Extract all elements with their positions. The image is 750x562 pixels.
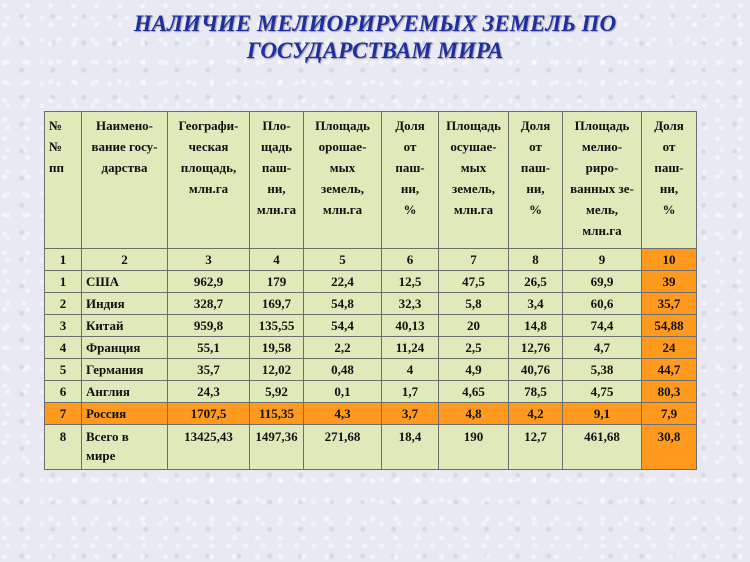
- column-number-row: [45, 249, 697, 271]
- table-cell: 35,7: [168, 359, 250, 381]
- column-header-line: ческая: [188, 139, 229, 154]
- column-header-line: ни,: [400, 181, 420, 196]
- cell-line: Всего в: [86, 429, 129, 444]
- table-cell: 35,7: [642, 293, 697, 315]
- column-header: [439, 112, 509, 249]
- column-number: 5: [304, 249, 382, 271]
- column-header-line: %: [662, 202, 676, 217]
- column-header: [250, 112, 304, 249]
- column-header-line: пп: [49, 160, 64, 175]
- table-cell: 60,6: [563, 293, 642, 315]
- column-header-line: мых: [460, 160, 487, 175]
- column-header-line: щадь: [261, 139, 292, 154]
- column-header-line: ни,: [526, 181, 545, 196]
- country-name-cell: Россия: [82, 403, 168, 425]
- table-cell: 271,68: [304, 425, 382, 470]
- column-header-line: Площадь: [315, 118, 370, 133]
- table-cell: 18,4: [382, 425, 439, 470]
- column-header-line: Площадь: [574, 118, 630, 133]
- table-cell: 4,75: [563, 381, 642, 403]
- column-header-line: от: [403, 139, 417, 154]
- table-cell: 47,5: [439, 271, 509, 293]
- table-cell: 461,68: [563, 425, 642, 470]
- column-header-line: %: [529, 202, 542, 217]
- table-cell: 7: [45, 403, 82, 425]
- table-cell: 12,7: [509, 425, 563, 470]
- table-cell: 3,7: [382, 403, 439, 425]
- column-header: [563, 112, 642, 249]
- column-header-line: Наимено-: [95, 118, 154, 133]
- column-header: [509, 112, 563, 249]
- country-name-cell: [82, 425, 168, 470]
- column-header-line: земель,: [320, 181, 365, 196]
- table-row: [45, 403, 697, 425]
- page-title: [0, 10, 750, 64]
- column-number: 4: [250, 249, 304, 271]
- table-cell: 69,9: [563, 271, 642, 293]
- table-cell: 962,9: [168, 271, 250, 293]
- table-cell: 44,7: [642, 359, 697, 381]
- column-header: [45, 112, 82, 249]
- table-cell: 20: [439, 315, 509, 337]
- column-header-line: мых: [329, 160, 356, 175]
- table-cell: 4,7: [563, 337, 642, 359]
- table-cell: 6: [45, 381, 82, 403]
- table-cell: 4,8: [439, 403, 509, 425]
- table-cell: 74,4: [563, 315, 642, 337]
- table-cell: 54,8: [304, 293, 382, 315]
- table-cell: 11,24: [382, 337, 439, 359]
- table-cell: 4,3: [304, 403, 382, 425]
- column-header-line: паш-: [654, 160, 684, 175]
- country-name-cell: Китай: [82, 315, 168, 337]
- table-cell: 135,55: [250, 315, 304, 337]
- country-name-cell: Франция: [82, 337, 168, 359]
- table-cell: 24: [642, 337, 697, 359]
- column-header-line: земель,: [451, 181, 496, 196]
- table-cell: 1707,5: [168, 403, 250, 425]
- column-header-line: %: [403, 202, 417, 217]
- table-cell: 8: [45, 425, 82, 470]
- column-header-line: вание госу-: [91, 139, 158, 154]
- table-cell: 39: [642, 271, 697, 293]
- column-number: 1: [45, 249, 82, 271]
- table-cell: 115,35: [250, 403, 304, 425]
- table-cell: 32,3: [382, 293, 439, 315]
- column-header-line: млн.га: [322, 202, 363, 217]
- column-header-line: осушае-: [450, 139, 497, 154]
- column-header-line: Географи-: [178, 118, 239, 133]
- column-header-line: ванных зе-: [570, 181, 634, 196]
- column-header: [642, 112, 697, 249]
- column-header-line: мелио-: [581, 139, 623, 154]
- header-row: [45, 112, 697, 249]
- table-cell: 4: [382, 359, 439, 381]
- country-name-cell: США: [82, 271, 168, 293]
- table-cell: 4,65: [439, 381, 509, 403]
- table-cell: 328,7: [168, 293, 250, 315]
- table-cell: 1497,36: [250, 425, 304, 470]
- cell-line: мире: [86, 448, 116, 463]
- country-name-cell: Германия: [82, 359, 168, 381]
- title-line-2: ГОСУДАРСТВАМ МИРА: [246, 38, 504, 63]
- column-header-line: Доля: [395, 118, 425, 133]
- column-header-line: от: [529, 139, 542, 154]
- table-cell: 4,9: [439, 359, 509, 381]
- column-header-line: млн.га: [188, 181, 229, 196]
- country-name-cell: Англия: [82, 381, 168, 403]
- table-row: [45, 293, 697, 315]
- table-body: [45, 112, 697, 470]
- table-cell: 0,1: [304, 381, 382, 403]
- column-number: 3: [168, 249, 250, 271]
- column-header-line: от: [662, 139, 676, 154]
- table-cell: 54,4: [304, 315, 382, 337]
- table-cell: 40,13: [382, 315, 439, 337]
- table-cell: 5,8: [439, 293, 509, 315]
- table-cell: 3,4: [509, 293, 563, 315]
- table-row: [45, 359, 697, 381]
- column-header-line: паш-: [520, 160, 551, 175]
- column-header-line: паш-: [395, 160, 425, 175]
- column-header-line: №: [49, 118, 63, 133]
- column-number: 9: [563, 249, 642, 271]
- land-reclamation-table: [44, 111, 697, 470]
- table-cell: 2,2: [304, 337, 382, 359]
- table-cell: 40,76: [509, 359, 563, 381]
- table-cell: 54,88: [642, 315, 697, 337]
- table-cell: 30,8: [642, 425, 697, 470]
- column-header-line: орошае-: [318, 139, 367, 154]
- table-cell: 24,3: [168, 381, 250, 403]
- table-cell: 190: [439, 425, 509, 470]
- column-number: 7: [439, 249, 509, 271]
- table-cell: 179: [250, 271, 304, 293]
- table-cell: 12,02: [250, 359, 304, 381]
- table-cell: 2: [45, 293, 82, 315]
- table-row: [45, 425, 697, 470]
- column-number: 2: [82, 249, 168, 271]
- column-header-line: паш-: [261, 160, 292, 175]
- column-header-line: млн.га: [256, 202, 297, 217]
- table-cell: 169,7: [250, 293, 304, 315]
- column-header-line: площадь,: [180, 160, 237, 175]
- column-header-line: млн.га: [582, 223, 622, 238]
- table-cell: 959,8: [168, 315, 250, 337]
- table-cell: 5,38: [563, 359, 642, 381]
- table-row: [45, 337, 697, 359]
- table-cell: 4,2: [509, 403, 563, 425]
- table-cell: 80,3: [642, 381, 697, 403]
- column-header-line: Площадь: [446, 118, 501, 133]
- table-row: [45, 271, 697, 293]
- title-line-1: НАЛИЧИЕ МЕЛИОРИРУЕМЫХ ЗЕМЕЛЬ ПО: [133, 11, 617, 36]
- column-number: 6: [382, 249, 439, 271]
- column-header: [304, 112, 382, 249]
- table-cell: 2,5: [439, 337, 509, 359]
- table-cell: 22,4: [304, 271, 382, 293]
- table-cell: 55,1: [168, 337, 250, 359]
- column-header-line: Доля: [520, 118, 551, 133]
- table-cell: 1,7: [382, 381, 439, 403]
- column-number: 10: [642, 249, 697, 271]
- table-cell: 78,5: [509, 381, 563, 403]
- column-header-line: ни,: [659, 181, 679, 196]
- column-header-line: млн.га: [453, 202, 494, 217]
- column-header-line: Пло-: [262, 118, 291, 133]
- column-number: 8: [509, 249, 563, 271]
- column-header-line: Доля: [654, 118, 684, 133]
- table-cell: 12,76: [509, 337, 563, 359]
- table-row: [45, 381, 697, 403]
- table-cell: 0,48: [304, 359, 382, 381]
- column-header: [382, 112, 439, 249]
- table-row: [45, 315, 697, 337]
- table-cell: 19,58: [250, 337, 304, 359]
- column-header: [168, 112, 250, 249]
- country-name-cell: Индия: [82, 293, 168, 315]
- table-cell: 26,5: [509, 271, 563, 293]
- column-header-line: дарства: [101, 160, 148, 175]
- column-header-line: ни,: [267, 181, 286, 196]
- column-header: [82, 112, 168, 249]
- table-cell: 5: [45, 359, 82, 381]
- column-header-line: №: [49, 139, 63, 154]
- table-cell: 3: [45, 315, 82, 337]
- column-header-line: мель,: [585, 202, 619, 217]
- table-cell: 5,92: [250, 381, 304, 403]
- table-cell: 9,1: [563, 403, 642, 425]
- table-cell: 1: [45, 271, 82, 293]
- table-cell: 12,5: [382, 271, 439, 293]
- column-header-line: риро-: [585, 160, 619, 175]
- table-cell: 14,8: [509, 315, 563, 337]
- table-cell: 13425,43: [168, 425, 250, 470]
- table-cell: 7,9: [642, 403, 697, 425]
- table-cell: 4: [45, 337, 82, 359]
